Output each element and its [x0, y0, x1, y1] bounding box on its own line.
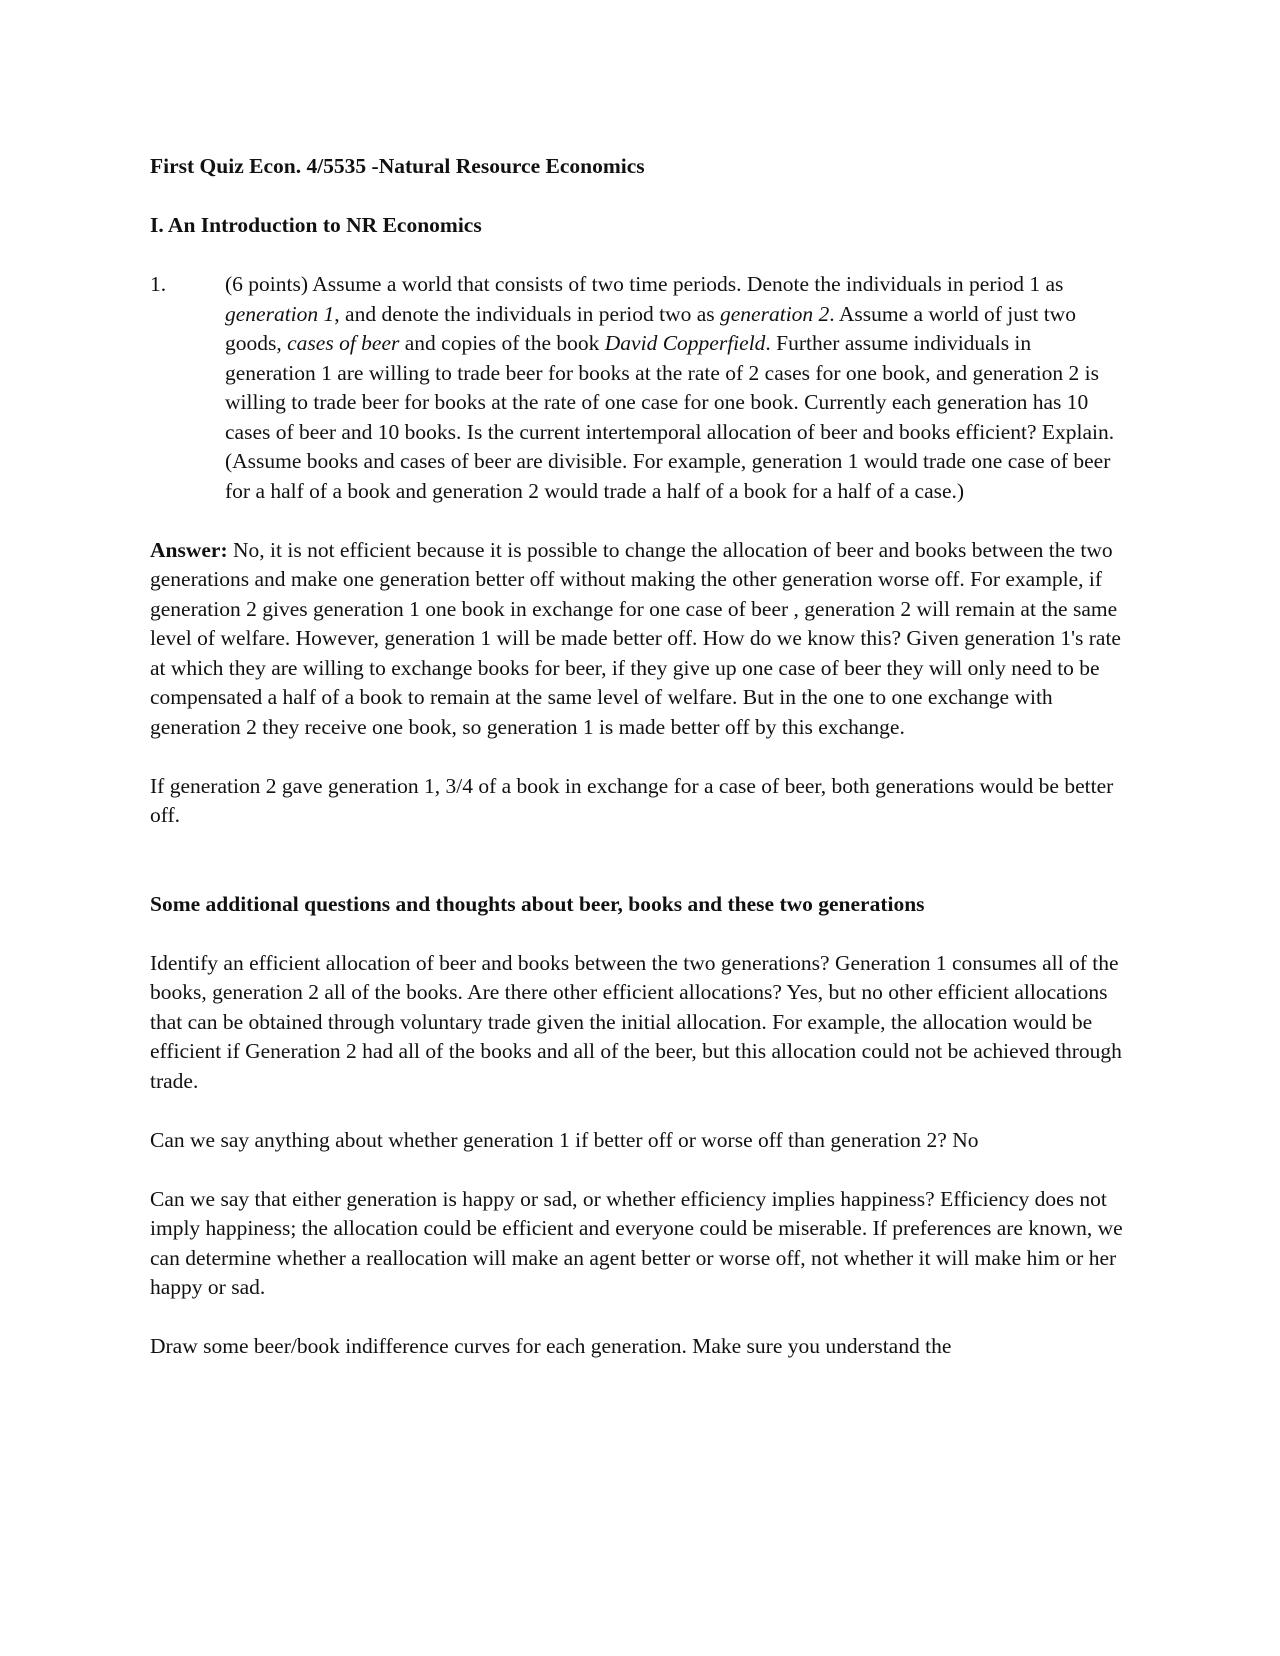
additional-paragraph: Can we say anything about whether generation 1 if better off or worse off than generation 2? No	[150, 1127, 979, 1152]
additional-heading: Some additional questions and thoughts about beer, books and these two generations	[150, 891, 925, 916]
additional-paragraph: Identify an efficient allocation of beer and books between the two generations? Generation 1 consumes all of the books, generation 2 all of the books. Are there other efficient allocations? Yes, but no other efficient allocations that can be obtained through voluntary trade given the initial allocation. For example, the allocation would be efficient if Generation 2 had all of the books and all of the beer, but this allocation could not be achieved through trade.	[150, 950, 1122, 1093]
document-page	[150, 152, 1125, 1391]
question-text-segment: . Assume a world of just two goods,	[225, 301, 1076, 355]
italic-term: David Copperfield	[604, 331, 766, 355]
italic-term: generation 1	[225, 301, 335, 326]
question-text-segment: , and denote the individuals in period two as	[334, 301, 721, 326]
italic-term: cases of beer	[287, 331, 400, 355]
italic-term: generation 2	[720, 301, 830, 326]
answer-text: No, it is not efficient because it is possible to change the allocation of beer and books between the two generations and make one generation better off without making the other generation worse off. For example, if generation 2 gives generation 1 one book in exchange for one case of beer , generation 2 will remain at the same level of welfare. However, generation 1 will be made better off. How do we know this? Given generation 1's rate at which they are willing to exchange books for beer, if they give up one case of beer they will only need to be compensated a half of a book to remain at the same level of welfare. But in the one to one exchange with generation 2 they receive one book, so generation 1 is made better off by this exchange.	[150, 537, 1121, 739]
question-1	[150, 270, 1125, 506]
question-text-segment: (6 points) Assume a world that consists of two time periods. Denote the individuals in period 1 as	[225, 272, 1064, 296]
answer-paragraph	[150, 536, 1125, 743]
document-title: First Quiz Econ. 4/5535 -Natural Resource Economics	[150, 154, 645, 178]
question-number: 1.	[150, 272, 167, 296]
additional-paragraph: Draw some beer/book indifference curves for each generation. Make sure you understand the	[150, 1334, 952, 1358]
section-heading: I. An Introduction to NR Economics	[150, 213, 482, 237]
answer-label: Answer:	[150, 537, 228, 562]
additional-paragraph: Can we say that either generation is happy or sad, or whether efficiency implies happiness? Efficiency does not imply happiness; the allocation could be efficient and everyone could be miserable. If preferences are known, we can determine whether a reallocation will make an agent better or worse off, not whether it will make him or her happy or sad.	[150, 1186, 1123, 1299]
question-text-segment: . Further assume individuals in generation 1 are willing to trade beer for books at the rate of 2 cases for one book, and generation 2 is willing to trade beer for books at the rate of one case for one book. Currently each generation has 10 cases of beer and 10 books. Is the current intertemporal allocation of beer and books efficient? Explain. (Assume books and cases of beer are divisible. For example, generation 1 would trade one case of beer for a half of a book and generation 2 would trade a half of a book for a half of a case.)	[225, 331, 1115, 503]
question-text	[225, 272, 1114, 503]
question-text-segment: and copies of the book	[399, 331, 605, 355]
answer-followup: If generation 2 gave generation 1, 3/4 of a book in exchange for a case of beer, both generations would be better off.	[150, 773, 1114, 827]
